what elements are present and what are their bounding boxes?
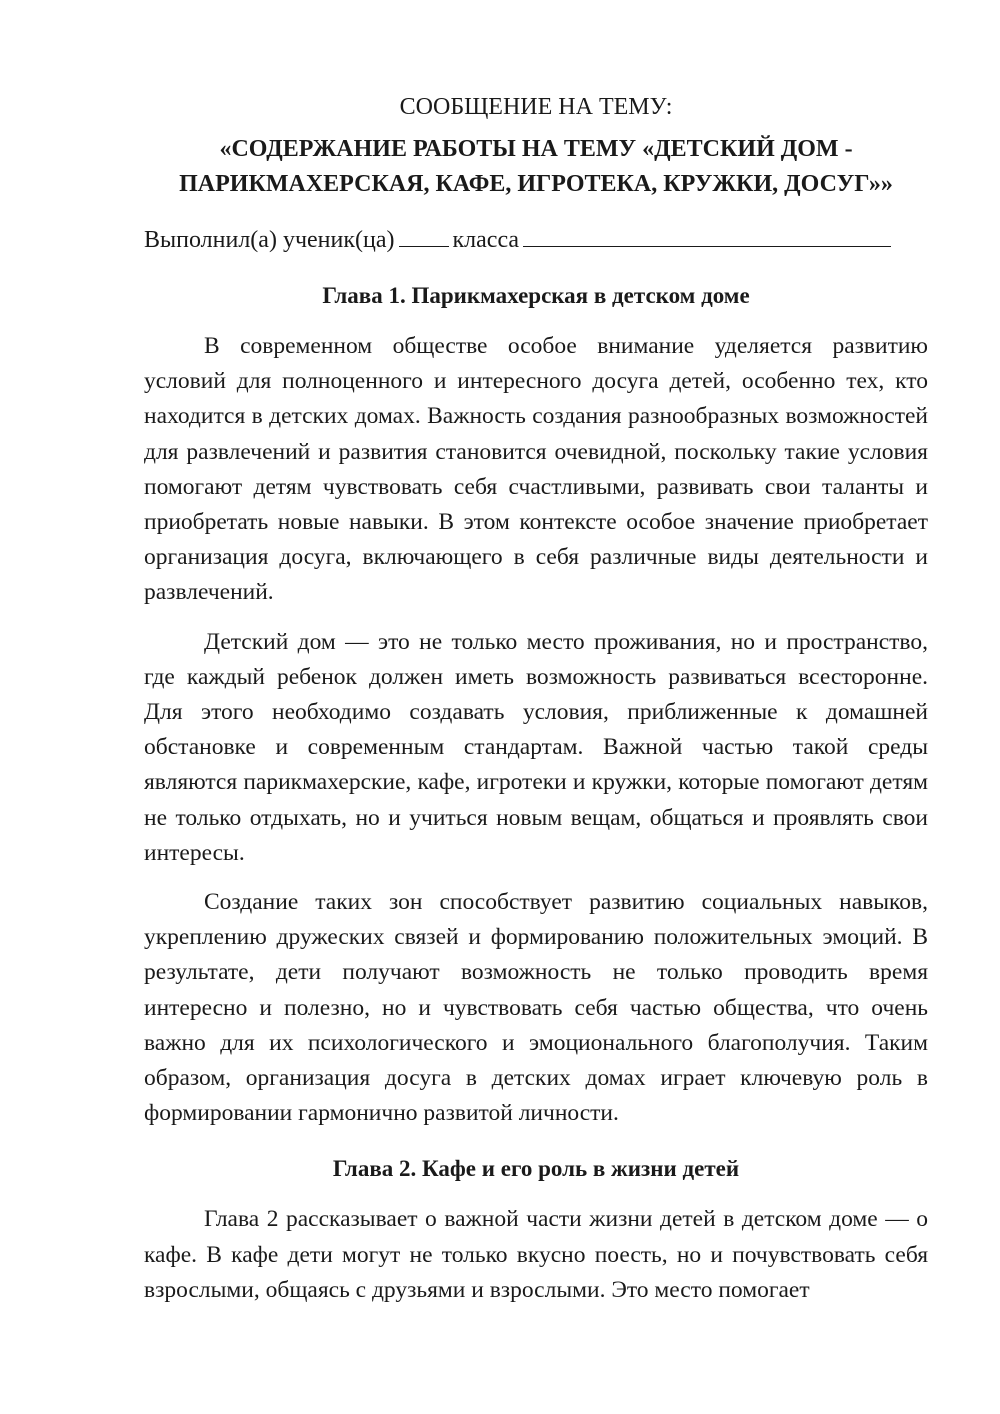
chapter-2-paragraph-1: Глава 2 рассказывает о важной части жизни детей в детском доме — о кафе. В кафе дети могут не только вкусно поесть, но и почувствовать себя взрослыми, общаясь с друзьями и взрослыми. Это место помогает (144, 1206, 928, 1303)
document-subtitle: «СОДЕРЖАНИЕ РАБОТЫ НА ТЕМУ «ДЕТСКИЙ ДОМ - ПАРИКМАХЕРСКАЯ, КАФЕ, ИГРОТЕКА, КРУЖКИ, ДОСУГ»» (179, 136, 893, 197)
chapter-1-paragraph-1: В современном обществе особое внимание уделяется развитию условий для полноценного и интересного досуга детей, особенно тех, кто находится в детских домах. Важность создания разнообразных возможностей для развлечений и развития становится очевидной, поскольку такие условия помогают детям чувствовать себя счастливыми, развивать свои таланты и приобретать новые навыки. В этом контексте особое значение приобретает организация досуга, включающего в себя различные виды деятельности и развлечений. (144, 333, 928, 606)
chapter-1-paragraph-3: Создание таких зон способствует развитию социальных навыков, укреплению дружеских связей и формированию положительных эмоций. В результате, дети получают возможность не только проводить время интересно и полезно, но и чувствовать себя частью общества, что очень важно для их психологического и эмоционального благополучия. Таким образом, организация досуга в детских домах играет ключевую роль в формировании гармонично развитой личности. (144, 889, 928, 1127)
chapter-1-paragraph-2: Детский дом — это не только место проживания, но и пространство, где каждый ребенок должен иметь возможность развиваться всесторонне. Для этого необходимо создавать условия, приближенные к домашней обстановке и современным стандартам. Важной частью такой среды являются парикмахерские, кафе, игротеки и кружки, которые помогают детям не только отдыхать, но и учиться новым вещам, общаться и проявлять свои интересы. (144, 628, 928, 866)
chapter-1-heading: Глава 1. Парикмахерская в детском доме (322, 283, 750, 308)
author-label: Выполнил(а) ученик(ца) (144, 227, 395, 253)
author-line (144, 222, 928, 258)
document-page (144, 90, 928, 1308)
document-title: СООБЩЕНИЕ НА ТЕМУ: (399, 94, 673, 120)
chapter-2-heading: Глава 2. Кафе и его роль в жизни детей (332, 1156, 740, 1182)
name-blank-line (523, 222, 891, 247)
class-label: класса (452, 227, 520, 253)
grade-blank-line (399, 222, 449, 247)
